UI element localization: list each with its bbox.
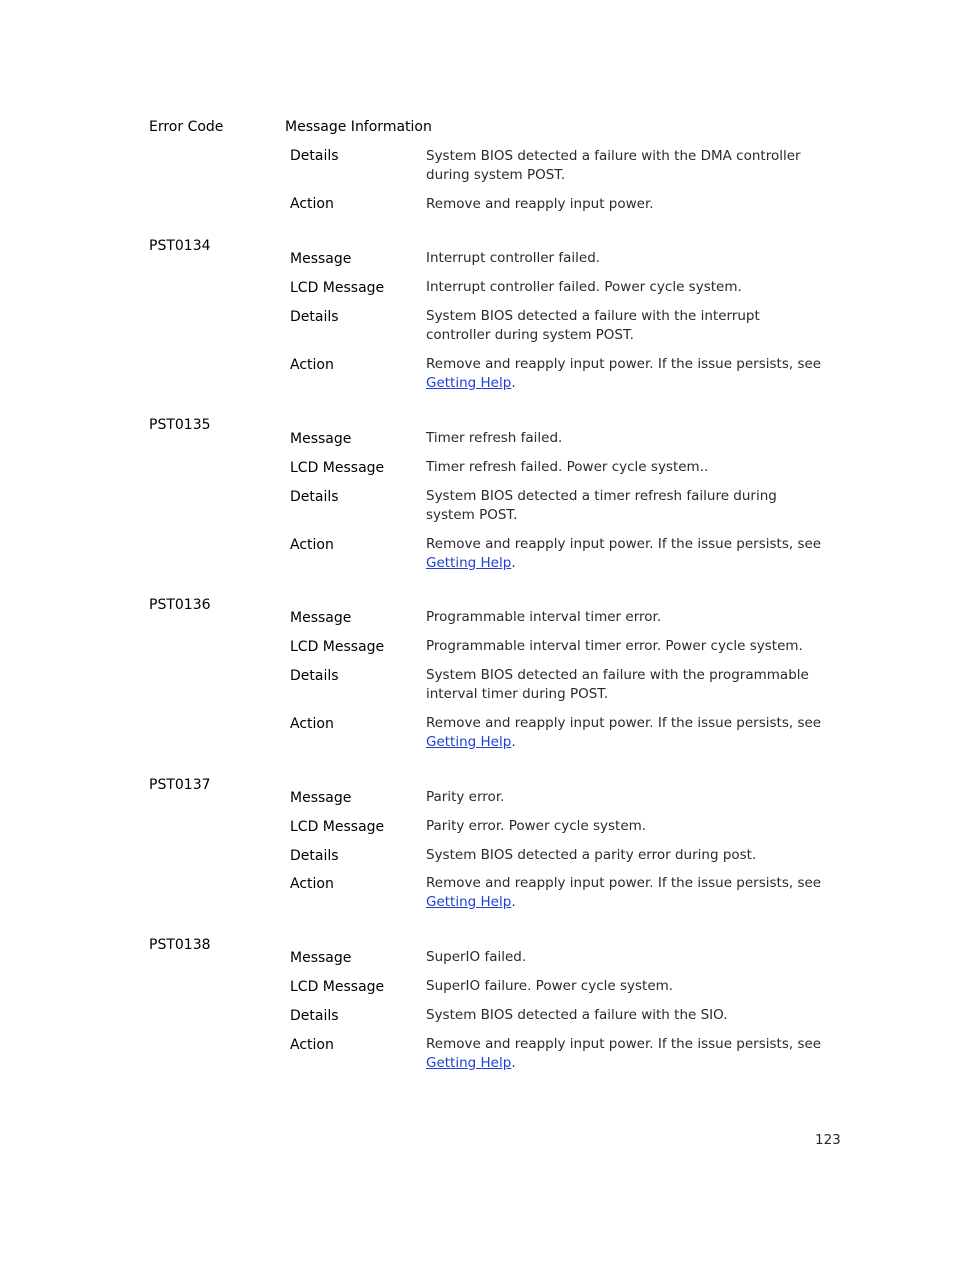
message-label: Message [290,251,352,267]
details-text: System BIOS detected a failure with the SIO. [426,1007,728,1023]
details-text: System BIOS detected a parity error during post. [426,847,757,863]
message-text: Timer refresh failed. [426,430,563,446]
error-code-pst0135: PST0135 [149,417,211,433]
action-label: Action [290,876,334,892]
error-code-pst0138: PST0138 [149,937,211,953]
message-text: SuperIO failed. [426,949,527,965]
action-label: Action [290,716,334,732]
getting-help-link[interactable]: Getting Help [426,375,512,391]
message-label: Message [290,610,352,626]
details-text: System BIOS detected an failure with the programmable interval timer during POST. [426,667,809,702]
details-label: Details [290,148,339,164]
lcd-message-label: LCD Message [290,460,385,476]
message-label: Message [290,790,352,806]
message-text: Programmable interval timer error. [426,609,662,625]
lcd-message-label: LCD Message [290,280,385,296]
lcd-message-text: SuperIO failure. Power cycle system. [426,978,674,994]
page-number: 123 [815,1132,841,1148]
link-period: . [511,1055,516,1071]
link-period: . [511,734,516,750]
details-label: Details [290,1008,339,1024]
lcd-message-text: Interrupt controller failed. Power cycle system. [426,279,742,295]
action-sentence: Remove and reapply input power. If the issue persists, see [426,1036,822,1052]
lcd-message-label: LCD Message [290,819,385,835]
details-label: Details [290,848,339,864]
details-label: Details [290,489,339,505]
action-label: Action [290,357,334,373]
details-text: System BIOS detected a failure with the interrupt controller during system POST. [426,308,760,343]
getting-help-link[interactable]: Getting Help [426,734,512,750]
details-label: Details [290,668,339,684]
action-text: Remove and reapply input power. [426,196,654,212]
error-code-pst0137: PST0137 [149,777,211,793]
error-code-pst0136: PST0136 [149,597,211,613]
column-header-message-information: Message Information [285,119,432,135]
action-label: Action [290,1037,334,1053]
message-label: Message [290,431,352,447]
link-period: . [511,375,516,391]
message-label: Message [290,950,352,966]
action-label: Action [290,196,334,212]
action-text [426,874,826,912]
lcd-message-label: LCD Message [290,979,385,995]
action-text [426,1035,826,1073]
action-sentence: Remove and reapply input power. If the issue persists, see [426,536,822,552]
action-label: Action [290,537,334,553]
getting-help-link[interactable]: Getting Help [426,894,512,910]
getting-help-link[interactable]: Getting Help [426,555,512,571]
column-header-error-code: Error Code [149,119,224,135]
message-text: Interrupt controller failed. [426,250,601,266]
details-label: Details [290,309,339,325]
error-code-pst0134: PST0134 [149,238,211,254]
action-sentence: Remove and reapply input power. If the issue persists, see [426,875,822,891]
getting-help-link[interactable]: Getting Help [426,1055,512,1071]
lcd-message-text: Parity error. Power cycle system. [426,818,647,834]
lcd-message-label: LCD Message [290,639,385,655]
action-text [426,355,826,393]
link-period: . [511,555,516,571]
lcd-message-text: Programmable interval timer error. Power cycle system. [426,638,803,654]
message-text: Parity error. [426,789,505,805]
action-text [426,714,826,752]
link-period: . [511,894,516,910]
action-sentence: Remove and reapply input power. If the issue persists, see [426,715,822,731]
details-text: System BIOS detected a timer refresh failure during system POST. [426,488,777,523]
action-text [426,535,826,573]
details-text: System BIOS detected a failure with the DMA controller during system POST. [426,148,801,183]
lcd-message-text: Timer refresh failed. Power cycle system.. [426,459,709,475]
action-sentence: Remove and reapply input power. If the issue persists, see [426,356,822,372]
